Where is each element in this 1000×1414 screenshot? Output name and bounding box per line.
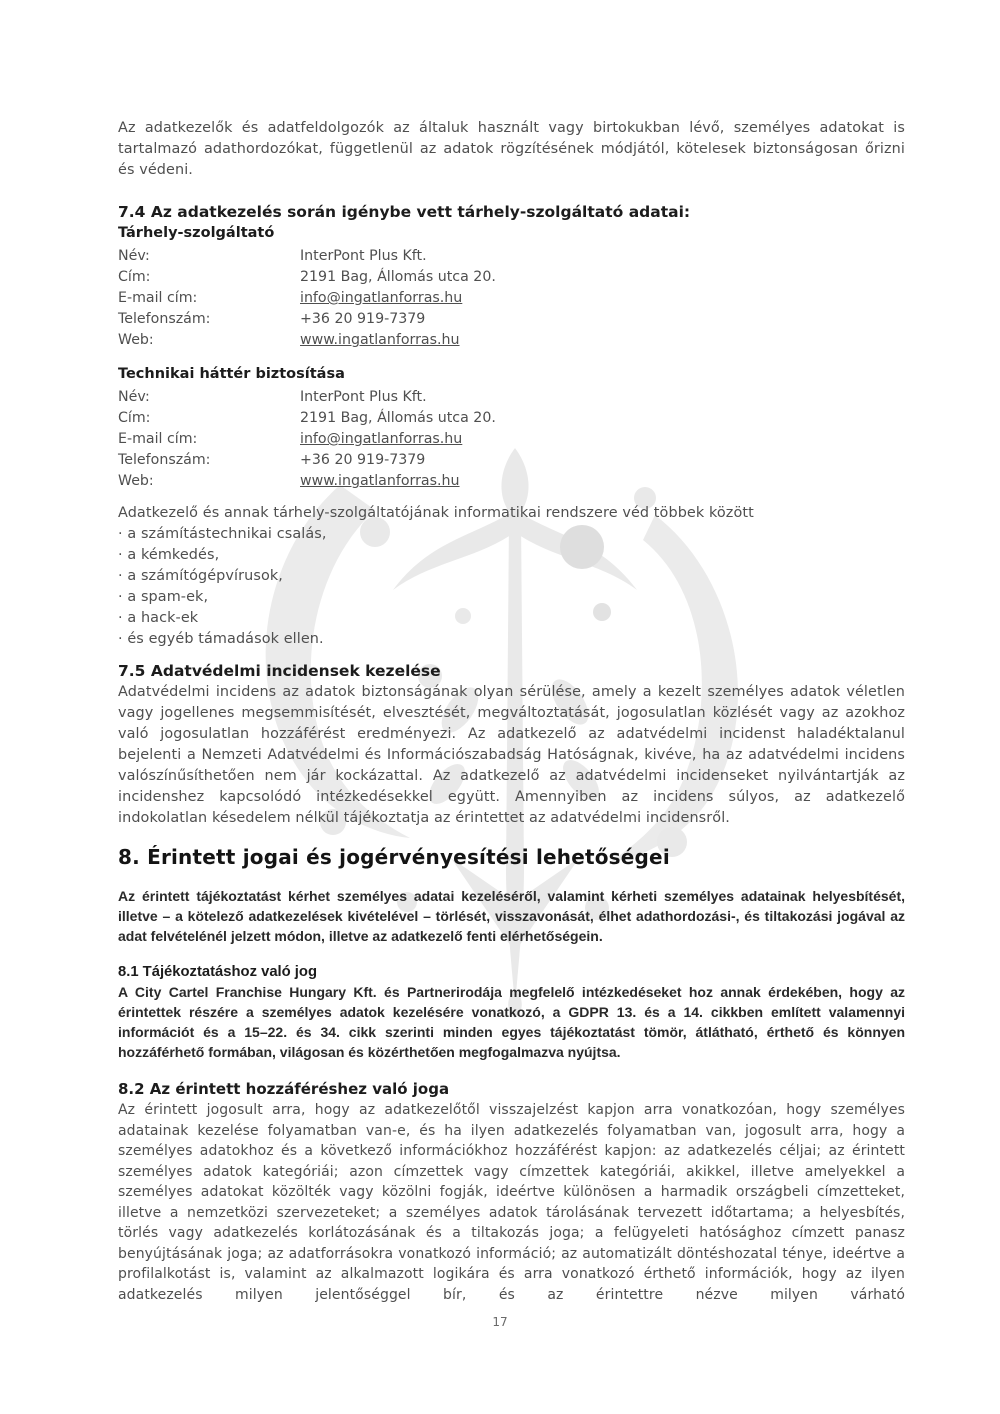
paragraph-8-2-body: Az érintett jogosult arra, hogy az adatkezelőtől visszajelzést kapjon arra vonatkozóan, hogy személyes adatainak kezelése folyamatban van-e, és ha ilyen adatkezelés folyamatban van, jogosult arra, hogy a személyes adatokhoz és a következő információkhoz hozzáférést kapjon: az adatkezelés céljai; az érintett személyes adatok kategóriái; azon címzettek vagy címzettek kategóriái, akikkel, illetve amelyekkel a személyes adatokat közölték vagy közölni fogják, ideértve különösen a harmadik országbeli címzetteket, illetve a nemzetközi szervezeteket; a személyes adatok tárolásának tervezett időtartama; a helyesbítés, törlés vagy adatkezelés korlátozásának és a tiltakozás joga; a felügyeleti hatósághoz címzett panasz benyújtásának joga; az adatforrásokra vonatkozó információ; az automatizált döntéshozatal ténye, ideértve a profilalkotást is, valamint az alkalmazott logikára és arra vonatkozó érthető információk, hogy az ilyen adatkezelés milyen jelentőséggel bír, és az érintettre nézve milyen várható — [118, 1102, 905, 1303]
contact-row-phone — [118, 309, 905, 330]
heading-8: 8. Érintett jogai és jogérvényesítési lehetőségei — [118, 845, 670, 869]
contact-value: 2191 Bag, Állomás utca 20. — [300, 269, 496, 285]
contact-label: Cím: — [118, 269, 151, 285]
hosting-provider-details — [118, 246, 905, 351]
contact-row-address — [118, 267, 905, 288]
protection-list-item: · a számítástechnikai csalás, — [118, 526, 327, 542]
heading-8-2: 8.2 Az érintett hozzáféréshez való joga — [118, 1080, 450, 1098]
contact-value: InterPont Plus Kft. — [300, 389, 427, 405]
protection-list-item: · a spam-ek, — [118, 589, 209, 605]
contact-row-name — [118, 246, 905, 267]
email-link[interactable]: info@ingatlanforras.hu — [300, 431, 463, 447]
protection-list — [118, 524, 905, 650]
web-link[interactable]: www.ingatlanforras.hu — [300, 473, 460, 489]
contact-label: E-mail cím: — [118, 290, 198, 306]
paragraph-8-1-body: A City Cartel Franchise Hungary Kft. és Partnerirodája megfelelő intézkedéseket hoz annak érdekében, hogy az érintettek részére a személyes adatok kezelésére vonatkozó, a GDPR 13. és a 14. cikkben említett valamennyi információt és a 15–22. és 34. cikk szerinti minden egyes tájékoztatást tömör, átlátható, érthető és könnyen hozzáférhető formában, világosan és közérthetően megfogalmazva nyújtsa. — [118, 984, 905, 1060]
web-link[interactable]: www.ingatlanforras.hu — [300, 332, 460, 348]
paragraph-data-security: Az adatkezelők és adatfeldolgozók az általuk használt vagy birtokukban lévő, személyes adatokat is tartalmazó adathordozókat, függetlenül az adatok rögzítésének módjától, kötelesek biztonságosan őrizni és védeni. — [118, 120, 905, 178]
contact-row-email — [118, 429, 905, 450]
contact-label: Telefonszám: — [118, 311, 211, 327]
contact-value: 2191 Bag, Állomás utca 20. — [300, 410, 496, 426]
protection-list-item: · a számítógépvírusok, — [118, 568, 283, 584]
contact-row-web — [118, 471, 905, 492]
contact-row-address — [118, 408, 905, 429]
email-link[interactable]: info@ingatlanforras.hu — [300, 290, 463, 306]
heading-7-4: 7.4 Az adatkezelés során igénybe vett tárhely-szolgáltató adatai: — [118, 203, 691, 221]
page-number: 17 — [492, 1315, 508, 1329]
contact-label: Web: — [118, 473, 154, 489]
contact-row-name — [118, 387, 905, 408]
paragraph-8-intro: Az érintett tájékoztatást kérhet személyes adatai kezeléséről, valamint kérheti személyes adatainak helyesbítését, illetve – a kötelező adatkezelések kivételével – törlését, visszavonását, élhet adathordozási-, és tiltakozási jogával az adat felvételénél jelzett módon, illetve az adatkezelő fenti elérhetőségein. — [118, 888, 905, 944]
contact-label: Név: — [118, 389, 150, 405]
contact-row-email — [118, 288, 905, 309]
contact-value: +36 20 919-7379 — [300, 452, 426, 468]
contact-label: Név: — [118, 248, 150, 264]
contact-label: Telefonszám: — [118, 452, 211, 468]
paragraph-protection-intro: Adatkezelő és annak tárhely-szolgáltatójának informatikai rendszere véd többek között — [118, 505, 754, 521]
technical-background-details — [118, 387, 905, 492]
protection-list-item: · a hack-ek — [118, 610, 199, 626]
protection-list-item: · és egyéb támadások ellen. — [118, 631, 324, 647]
protection-list-item: · a kémkedés, — [118, 547, 220, 563]
paragraph-7-5-body: Adatvédelmi incidens az adatok biztonságának olyan sérülése, amely a kezelt személyes adatok véletlen vagy jogellenes megsemmisítését, elvesztését, megváltoztatását, jogosulatlan közlését vagy az azokhoz való jogosulatlan hozzáférést eredményezi. Az adatkezelő az adatvédelmi incidenst haladéktalanul bejelenti a Nemzeti Adatvédelmi és Információszabadság Hatóságnak, kivéve, ha az adatvédelmi incidens valószínűsíthetően nem jár kockázattal. Az adatkezelő az adatvédelmi incidenseket nyilvántartják az incidenshez kapcsolódó intézkedésekkel együtt. Amennyiben az incidens súlyos, az adatkezelő indokolatlan késedelem nélkül tájékoztatja az érintettet az adatvédelmi incidensről. — [118, 684, 905, 826]
contact-row-phone — [118, 450, 905, 471]
heading-8-1: 8.1 Tájékoztatáshoz való jog — [118, 964, 317, 980]
contact-row-web — [118, 330, 905, 351]
subheading-technical-background: Technikai háttér biztosítása — [118, 366, 345, 382]
contact-value: InterPont Plus Kft. — [300, 248, 427, 264]
contact-label: Cím: — [118, 410, 151, 426]
contact-value: +36 20 919-7379 — [300, 311, 426, 327]
heading-7-5: 7.5 Adatvédelmi incidensek kezelése — [118, 662, 441, 680]
subheading-hosting-provider: Tárhely-szolgáltató — [118, 225, 275, 241]
contact-label: Web: — [118, 332, 154, 348]
contact-label: E-mail cím: — [118, 431, 198, 447]
